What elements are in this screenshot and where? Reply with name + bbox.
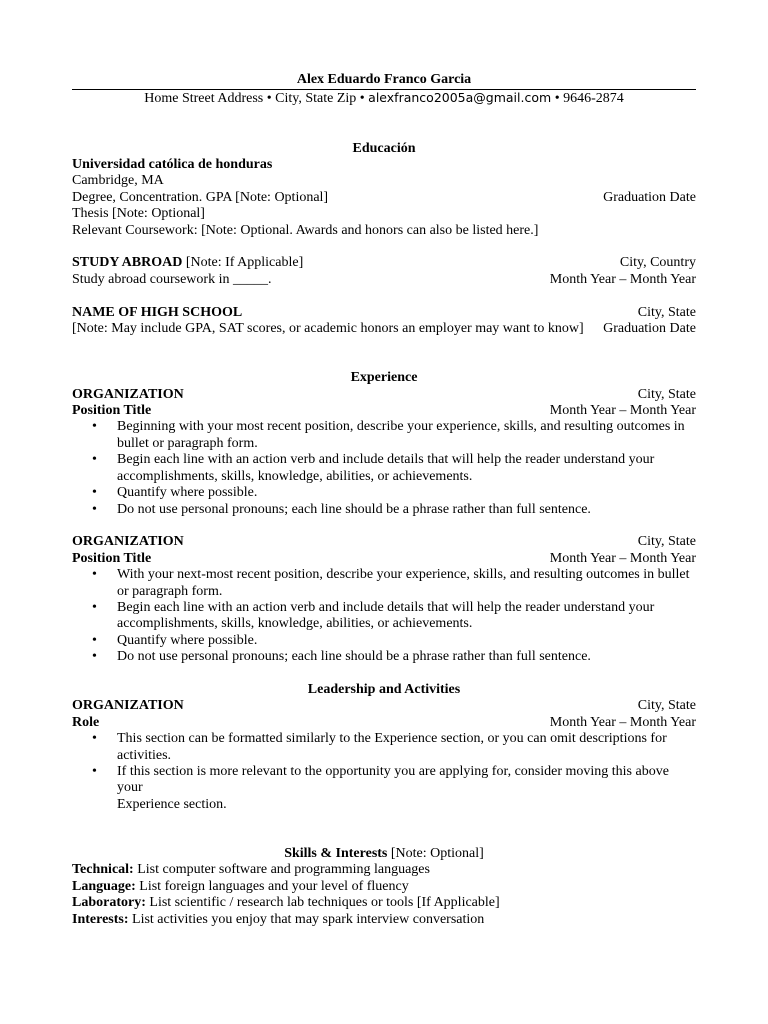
bullet-item — [72, 649, 696, 665]
education-heading: Educación — [352, 140, 416, 156]
skills-title-note: [Note: Optional] — [387, 845, 484, 861]
study-abroad-location: City, Country — [619, 255, 696, 271]
bullet-line: accomplishments, skills, knowledge, abilities, or achievements. — [117, 468, 473, 484]
bullet-line: Quantify where possible. — [117, 632, 258, 648]
bullet-glyph: • — [92, 632, 97, 648]
bullet-line: accomplishments, skills, knowledge, abilities, or achievements. — [117, 616, 473, 632]
degree-row — [72, 190, 696, 206]
role-dates: Month Year – Month Year — [549, 714, 696, 730]
skill-label: Technical: — [72, 862, 134, 878]
position-dates: Month Year – Month Year — [549, 550, 696, 566]
bullet-item — [72, 600, 696, 633]
contact-phone: • 9646-2874 — [551, 91, 624, 107]
high-school-detail-row — [72, 321, 696, 337]
bullet-glyph: • — [92, 763, 97, 779]
skill-label: Language: — [72, 878, 136, 894]
bullet-glyph: • — [92, 419, 97, 435]
bullet-glyph: • — [92, 599, 97, 615]
bullet-glyph: • — [92, 649, 97, 665]
role-title: Role — [72, 714, 100, 730]
bullet-line: If this section is more relevant to the opportunity you are applying for, consider moving this above your — [117, 763, 669, 796]
org-location: City, State — [637, 698, 696, 714]
skills-heading — [72, 846, 696, 862]
position-title: Position Title — [72, 550, 152, 566]
bullet-line: Begin each line with an action verb and include details that will help the reader understand your — [117, 599, 655, 615]
org-row — [72, 698, 696, 714]
graduation-date: Graduation Date — [603, 189, 696, 205]
university-name: Universidad católica de honduras — [72, 157, 273, 173]
bullet-item — [72, 452, 696, 485]
experience-entry — [72, 387, 696, 518]
org-name: ORGANIZATION — [72, 698, 184, 714]
high-school-location: City, State — [637, 304, 696, 320]
bullet-line: Do not use personal pronouns; each line should be a phrase rather than full sentence. — [117, 649, 591, 665]
bullet-item — [72, 485, 696, 501]
study-abroad-label: STUDY ABROAD — [72, 255, 183, 271]
bullet-item — [72, 764, 696, 813]
study-abroad-detail-row — [72, 272, 696, 288]
coursework-line: Relevant Coursework: [Note: Optional. Awards and honors can also be listed here.] — [72, 222, 539, 238]
experience-bullets — [72, 419, 696, 517]
skill-text: List foreign languages and your level of fluency — [135, 878, 409, 894]
skills-title: Skills & Interests — [284, 845, 388, 861]
experience-bullets — [72, 567, 696, 665]
position-row — [72, 551, 696, 567]
bullet-glyph: • — [92, 501, 97, 517]
org-name: ORGANIZATION — [72, 534, 184, 550]
high-school-row — [72, 305, 696, 321]
role-row — [72, 715, 696, 731]
bullet-glyph: • — [92, 452, 97, 468]
org-row — [72, 387, 696, 403]
thesis-line: Thesis [Note: Optional] — [72, 206, 205, 222]
org-location: City, State — [637, 386, 696, 402]
position-dates: Month Year – Month Year — [549, 403, 696, 419]
skill-text: List activities you enjoy that may spark interview conversation — [128, 911, 485, 927]
bullet-line: With your next-most recent position, describe your experience, skills, and resulting outcomes in bullet — [117, 567, 690, 583]
study-abroad-note: [Note: If Applicable] — [182, 255, 304, 271]
bullet-line: or paragraph form. — [117, 583, 223, 599]
org-location: City, State — [637, 534, 696, 550]
skill-text: List computer software and programming languages — [133, 862, 430, 878]
study-abroad-row — [72, 255, 696, 271]
bullet-item — [72, 731, 696, 764]
bullet-line: Experience section. — [117, 796, 227, 812]
skill-line — [72, 862, 696, 878]
position-row — [72, 403, 696, 419]
bullet-item — [72, 567, 696, 600]
study-abroad-dates: Month Year – Month Year — [549, 271, 696, 287]
degree-text: Degree, Concentration. GPA [Note: Optional] — [72, 189, 329, 205]
bullet-line: Begin each line with an action verb and include details that will help the reader understand your — [117, 452, 655, 468]
position-title: Position Title — [72, 403, 152, 419]
high-school-date: Graduation Date — [603, 321, 696, 337]
bullet-glyph: • — [92, 731, 97, 747]
skill-label: Laboratory: — [72, 895, 146, 911]
skill-label: Interests: — [72, 911, 129, 927]
bullet-line: Quantify where possible. — [117, 485, 258, 501]
contact-address: Home Street Address • City, State Zip • — [144, 91, 369, 107]
skill-line — [72, 895, 696, 911]
bullet-item — [72, 502, 696, 518]
contact-email[interactable]: alexfranco2005a@gmail.com — [368, 90, 552, 106]
bullet-line: This section can be formatted similarly to the Experience section, or you can omit descriptions for — [117, 731, 667, 747]
experience-entry — [72, 534, 696, 665]
experience-heading: Experience — [350, 370, 418, 386]
bullet-glyph: • — [92, 485, 97, 501]
org-row — [72, 534, 696, 550]
bullet-line: activities. — [117, 747, 172, 763]
skill-line — [72, 879, 696, 895]
contact-line — [72, 90, 696, 107]
resume-name: Alex Eduardo Franco Garcia — [296, 72, 472, 87]
resume-page — [72, 72, 696, 928]
high-school-note: [Note: May include GPA, SAT scores, or academic honors an employer may want to know] — [72, 321, 584, 337]
skill-line — [72, 912, 696, 928]
study-abroad-coursework: Study abroad coursework in _____. — [72, 271, 272, 287]
bullet-glyph: • — [92, 567, 97, 583]
bullet-line: Beginning with your most recent position, describe your experience, skills, and resulting outcomes in — [117, 419, 685, 435]
org-name: ORGANIZATION — [72, 386, 184, 402]
high-school-name: NAME OF HIGH SCHOOL — [72, 304, 243, 320]
leadership-bullets — [72, 731, 696, 813]
leadership-heading: Leadership and Activities — [307, 681, 461, 697]
bullet-item — [72, 419, 696, 452]
skill-text: List scientific / research lab techniques or tools [If Applicable] — [145, 895, 500, 911]
university-location: Cambridge, MA — [72, 173, 164, 189]
bullet-line: Do not use personal pronouns; each line should be a phrase rather than full sentence. — [117, 501, 591, 517]
bullet-item — [72, 633, 696, 649]
bullet-line: bullet or paragraph form. — [117, 435, 258, 451]
